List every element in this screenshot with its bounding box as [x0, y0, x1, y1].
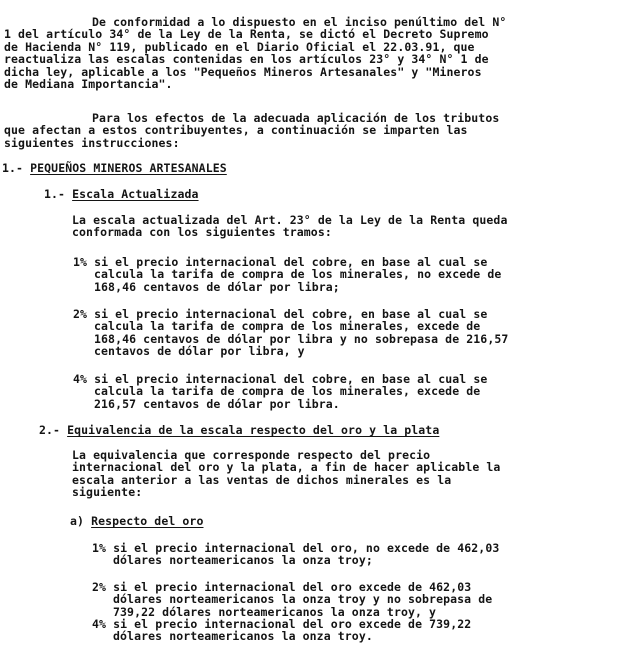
- item-title: Respecto del oro: [91, 514, 204, 528]
- text-line: dicha ley, aplicable a los "Pequeños Mineros Artesanales" y "Mineros: [4, 64, 482, 79]
- text-line: 4% si el precio internacional del cobre, en base al cual se: [73, 372, 488, 386]
- text-line: 2% si el precio internacional del cobre, en base al cual se: [73, 307, 488, 321]
- text-line: Para los efectos de la adecuada aplicación de los tributos: [92, 111, 500, 125]
- text-line: reactualiza las escalas contenidas en los artículos 23° y 34° N° 1 de: [4, 52, 489, 67]
- subsection-number: 1.-: [44, 187, 66, 201]
- text-line: centavos de dólar por libra, y: [94, 344, 305, 359]
- text-line: 1 del artículo 34° de la Ley de la Renta, se dictó el Decreto Supremo: [4, 27, 489, 42]
- text-line: 2% si el precio internacional del oro excede de 462,03: [92, 580, 472, 594]
- text-line: siguientes instrucciones:: [4, 135, 180, 150]
- text-line: 216,57 centavos de dólar por libra.: [94, 396, 340, 411]
- text-line: 1% si el precio internacional del oro, no excede de 462,03: [92, 541, 500, 555]
- text-line: calcula la tarifa de compra de los minerales, no excede de: [94, 267, 502, 282]
- item-letter: a): [70, 514, 85, 528]
- text-line: dólares norteamericanos la onza troy;: [113, 553, 373, 568]
- text-line: dólares norteamericanos la onza troy.: [113, 629, 373, 644]
- tramo-cobre: [73, 373, 487, 410]
- text-line: conformada con los siguientes tramos:: [72, 225, 332, 240]
- text-line: La escala actualizada del Art. 23° de la Ley de la Renta queda: [72, 213, 508, 227]
- subsection-title: Equivalencia de la escala respecto del oro y la plata: [67, 423, 440, 437]
- section-number: 1.-: [2, 161, 24, 175]
- text-line: De conformidad a lo dispuesto en el inciso penúltimo del N°: [92, 15, 507, 29]
- text-line: calcula la tarifa de compra de los minerales, excede de: [94, 319, 481, 334]
- tramo-oro: [92, 542, 499, 567]
- subsection-body: [72, 449, 500, 499]
- tramo-oro: [92, 581, 492, 618]
- text-line: La equivalencia que corresponde respecto del precio: [72, 448, 431, 462]
- text-line: calcula la tarifa de compra de los minerales, excede de: [94, 384, 481, 399]
- text-line: siguiente:: [72, 485, 143, 500]
- text-line: 168,46 centavos de dólar por libra y no sobrepasa de 216,57: [94, 331, 509, 346]
- text-line: escala anterior a las ventas de dichos minerales es la: [72, 472, 452, 487]
- text-line: dólares norteamericanos la onza troy y no sobrepasa de: [113, 592, 493, 607]
- text-line: 4% si el precio internacional del oro excede de 739,22: [92, 617, 472, 631]
- text-line: internacional del oro y la plata, a fin de hacer aplicable la: [72, 460, 501, 475]
- subsection-number: 2.-: [39, 423, 61, 437]
- subsection-heading: [44, 188, 199, 200]
- intro-paragraph: [4, 16, 506, 90]
- subsection-item-heading: [70, 515, 203, 527]
- subsection-title: Escala Actualizada: [72, 187, 199, 201]
- tramo-cobre: [73, 256, 501, 293]
- section-title: PEQUEÑOS MINEROS ARTESANALES: [30, 161, 227, 175]
- subsection-body: [72, 214, 507, 239]
- text-line: que afectan a estos contribuyentes, a continuación se imparten las: [4, 123, 468, 138]
- text-line: 739,22 dólares norteamericanos la onza troy, y: [113, 604, 437, 619]
- subsection-heading: [39, 424, 439, 436]
- section-heading: [2, 162, 227, 174]
- text-line: 168,46 centavos de dólar por libra;: [94, 279, 340, 294]
- text-line: de Mediana Importancia".: [4, 77, 173, 92]
- text-line: de Hacienda N° 119, publicado en el Diario Oficial el 22.03.91, que: [4, 39, 475, 54]
- tramo-cobre: [73, 308, 508, 358]
- text-line: 1% si el precio internacional del cobre, en base al cual se: [73, 255, 488, 269]
- instructions-paragraph: [4, 112, 499, 149]
- tramo-oro: [92, 618, 471, 643]
